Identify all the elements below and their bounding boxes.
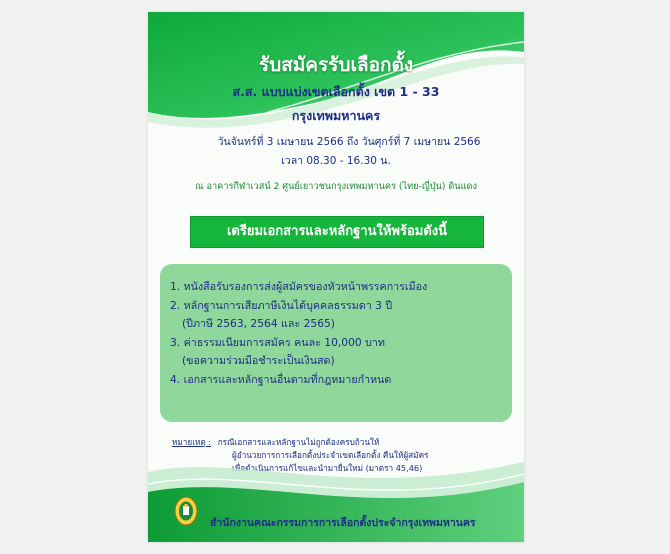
poster-subtitle: ส.ส. แบบแบ่งเขตเลือกตั้ง เขต 1 - 33: [232, 84, 440, 99]
document-list-box: [160, 264, 512, 422]
venue: ณ อาคารกีฬาเวสน์ 2 ศูนย์เยาวชนกรุงเทพมหานคร (ไทย-ญี่ปุ่น) ดินแดง: [195, 181, 477, 192]
ect-emblem-icon: [174, 496, 198, 526]
remark-line-2: ผู้อำนวยการการเลือกตั้งประจำเขตเลือกตั้ง คืนให้ผู้สมัคร: [232, 450, 429, 460]
document-item-4: 4. เอกสารและหลักฐานอื่นตามที่กฎหมายกำหนด: [170, 372, 392, 386]
prepare-documents-banner: เตรียมเอกสารและหลักฐานให้พร้อมดังนี้: [190, 216, 484, 248]
footer-office-name: สำนักงานคณะกรรมการการเลือกตั้งประจำกรุงเทพมหานคร: [210, 517, 476, 529]
document-item-3: 3. ค่าธรรมเนียมการสมัคร คนละ 10,000 บาท: [170, 335, 385, 349]
document-item-2: 2. หลักฐานการเสียภาษีเงินได้บุคคลธรรมดา 3 ปี: [170, 298, 393, 312]
document-list: [160, 264, 512, 389]
remark-line-1: กรณีเอกสารและหลักฐานไม่ถูกต้องครบถ้วนให้: [217, 437, 380, 447]
document-item-1: 1. หนังสือรับรองการส่งผู้สมัครของหัวหน้าพรรคการเมือง: [170, 280, 428, 293]
election-poster: [148, 12, 524, 542]
date-range: วันจันทร์ที่ 3 เมษายน 2566 ถึง วันศุกร์ที่ 7 เมษายน 2566: [217, 136, 481, 148]
remark-line-3: เพื่อดำเนินการแก้ไขและนำมายื่นใหม่ (มาตรา 45,46): [232, 463, 423, 473]
remark-label: หมายเหตุ :: [172, 437, 212, 447]
office-hours: เวลา 08.30 - 16.30 น.: [281, 155, 391, 167]
document-item-3-note: (ขอความร่วมมือชำระเป็นเงินสด): [182, 354, 335, 367]
poster-title: รับสมัครรับเลือกตั้ง: [258, 54, 414, 76]
poster-city: กรุงเทพมหานคร: [291, 108, 381, 123]
document-item-2-note: (ปีภาษี 2563, 2564 และ 2565): [182, 317, 335, 330]
